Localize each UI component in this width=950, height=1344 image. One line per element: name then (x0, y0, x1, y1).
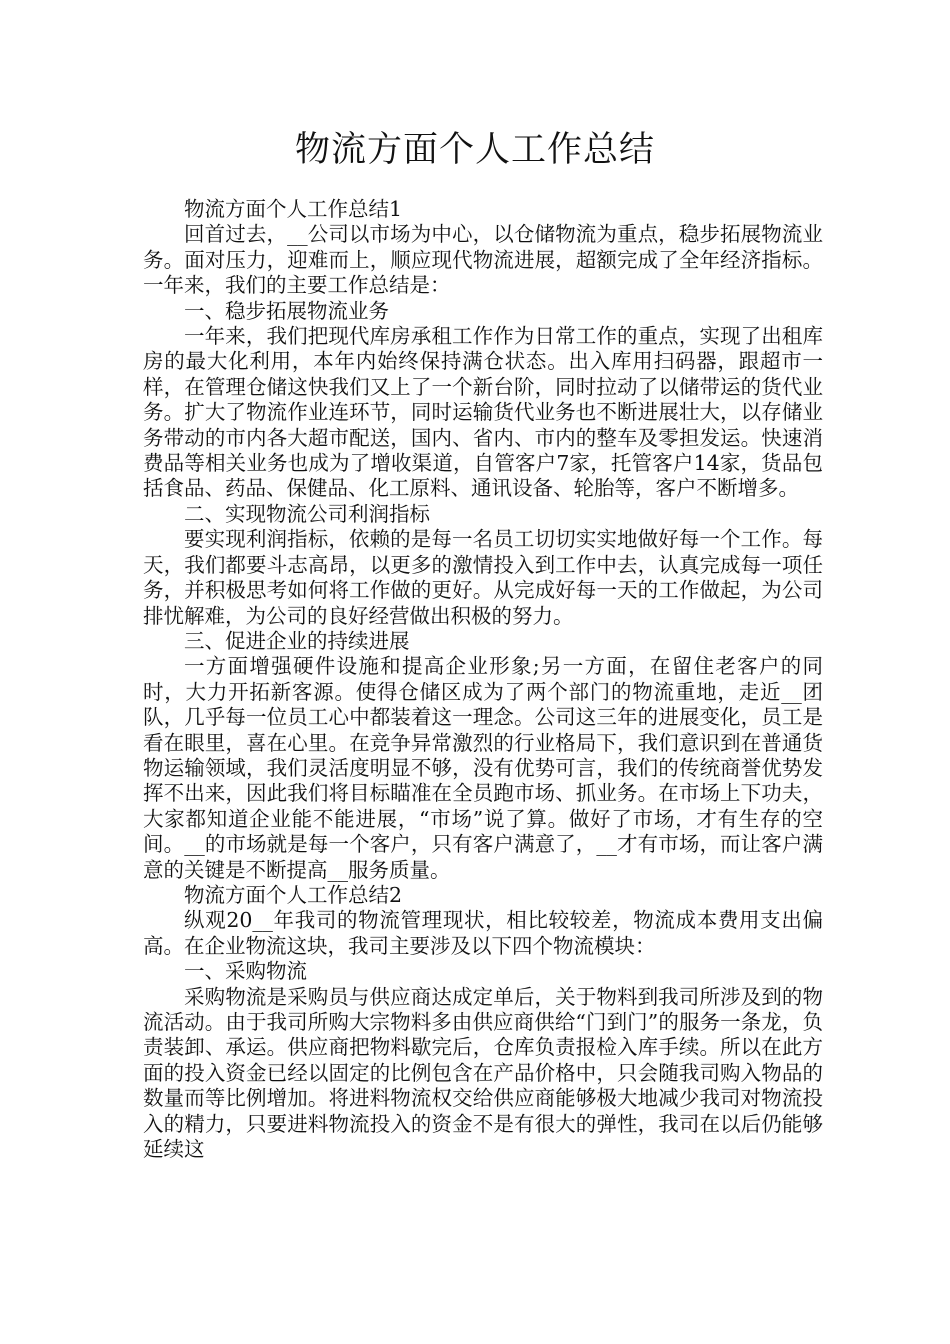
body-paragraph: 回首过去，__公司以市场为中心，以仓储物流为重点，稳步拓展物流业务。面对压力，迎难而上，顺应现代物流进展，超额完成了全年经济指标。一年来，我们的主要工作总结是： (143, 222, 823, 298)
subsection-heading: 一、采购物流 (184, 959, 307, 984)
subsection-heading: 一、稳步拓展物流业务 (184, 298, 389, 323)
body-paragraph: 纵观20__年我司的物流管理现状，相比较较差，物流成本费用支出偏高。在企业物流这块，我司主要涉及以下四个物流模块： (143, 908, 823, 958)
body-paragraph: 采购物流是采购员与供应商达成定单后，关于物料到我司所涉及到的物流活动。由于我司所购大宗物料多由供应商供给“门到门”的服务一条龙，负责装卸、承运。供应商把物料歇完后，仓库负责报检入库手续。所以在此方面的投入资金已经以固定的比例包含在产品价格中，只会随我司购入物品的数量而等比例增加。将进料物流权交给供应商能够极大地减少我司对物流投入的精力，只要进料物流投入的资金不是有很大的弹性，我司在以后仍能够延续这 (143, 984, 823, 1162)
subsection-heading: 三、促进企业的持续进展 (184, 628, 410, 653)
section-heading: 物流方面个人工作总结2 (184, 882, 403, 907)
body-paragraph: 一年来，我们把现代库房承租工作作为日常工作的重点，实现了出租库房的最大化利用，本年内始终保持满仓状态。出入库用扫码器，跟超市一样，在管理仓储这快我们又上了一个新台阶，同时拉动了以储带运的货代业务。扩大了物流作业连环节，同时运输货代业务也不断进展壮大，以存储业务带动的市内各大超市配送，国内、省内、市内的整车及零担发运。快速消费品等相关业务也成为了增收渠道，自管客户7家，托管客户14家，货品包括食品、药品、保健品、化工原料、通讯设备、轮胎等，客户不断增多。 (143, 324, 823, 501)
section-heading: 物流方面个人工作总结1 (184, 197, 403, 221)
body-paragraph: 要实现利润指标，依赖的是每一名员工切切实实地做好每一个工作。每天，我们都要斗志高昂，以更多的激情投入到工作中去，认真完成每一项任务，并积极思考如何将工作做的更好。从完成好每一天的工作做起，为公司排忧解难，为公司的良好经营做出积极的努力。 (143, 527, 823, 628)
subsection-heading: 二、实现物流公司利润指标 (184, 501, 430, 526)
document-body (143, 197, 823, 1162)
document-title: 物流方面个人工作总结 (294, 130, 655, 170)
body-paragraph: 一方面增强硬件设施和提高企业形象;另一方面，在留住老客户的同时，大力开拓新客源。使得仓储区成为了两个部门的物流重地，走近__团队，几乎每一位员工心中都装着这一理念。公司这三年的进展变化，员工是看在眼里，喜在心里。在竞争异常激烈的行业格局下，我们意识到在普通货物运输领域，我们灵活度明显不够，没有优势可言，我们的传统商誉优势发挥不出来，因此我们将目标瞄准在全员跑市场、抓业务。在市场上下功夫，大家都知道企业能不能进展，“市场”说了算。做好了市场，才有生存的空间。__的市场就是每一个客户，只有客户满意了，__才有市场，而让客户满意的关键是不断提高__服务质量。 (143, 654, 823, 882)
